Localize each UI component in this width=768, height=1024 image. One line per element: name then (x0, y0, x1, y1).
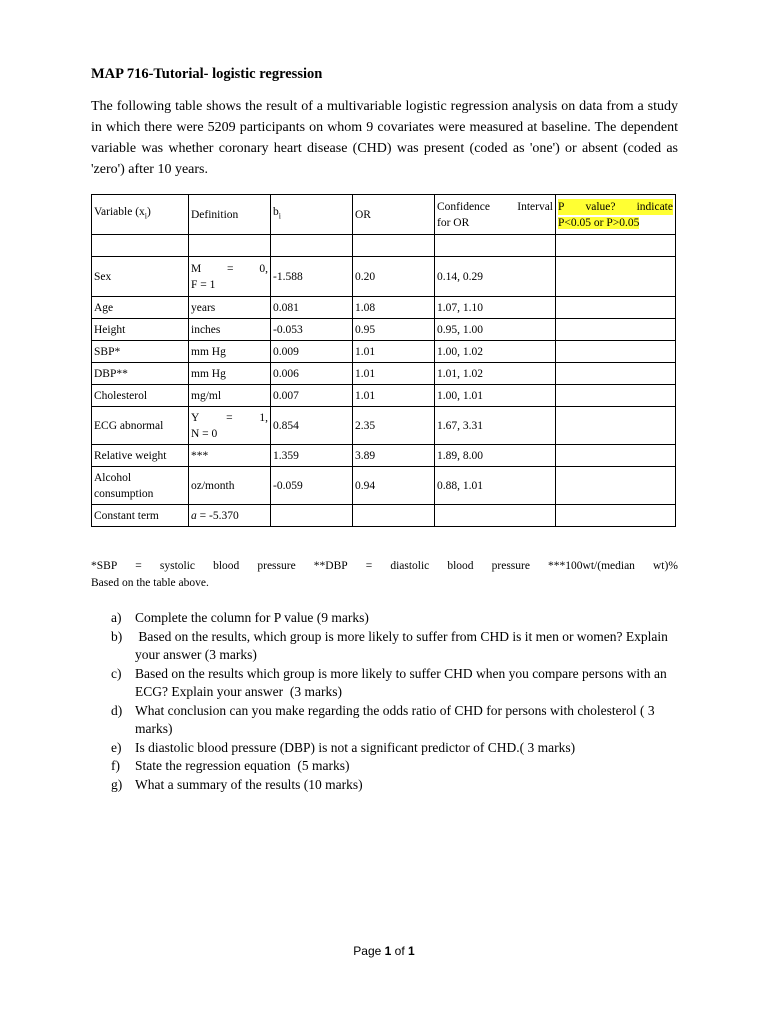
question-item: d) What conclusion can you make regarding the odds ratio of CHD for persons with cholesterol ( 3 marks) (111, 702, 655, 736)
cell-or: 2.35 (353, 407, 435, 445)
cell-p-value (556, 363, 676, 385)
table-footnote (91, 558, 678, 592)
cell-p-value (556, 319, 676, 341)
cell-or: 1.01 (353, 363, 435, 385)
page-footer: Page 1 of 1 (353, 944, 415, 958)
cell-definition: mm Hg (189, 341, 271, 363)
cell-definition: M = 0, F = 1 (189, 257, 271, 297)
header-definition: Definition (189, 195, 271, 235)
footnote-abbreviations: *SBP = systolic blood pressure **DBP = diastolic blood pressure ***100wt/(median wt)% (91, 560, 678, 572)
cell-variable: Height (92, 319, 189, 341)
cell-variable: Age (92, 297, 189, 319)
cell-p-value (556, 297, 676, 319)
table-row-sbp (92, 341, 676, 363)
cell-b: 0.009 (271, 341, 353, 363)
cell-definition: oz/month (189, 467, 271, 505)
table-cell-empty (271, 235, 353, 257)
empty-row (92, 235, 676, 257)
cell-b: 0.854 (271, 407, 353, 445)
header-p-value: P value? indicate P<0.05 or P>0.05 (556, 195, 676, 235)
header-confidence-interval: Confidence Interval for OR (435, 195, 556, 235)
cell-definition: years (189, 297, 271, 319)
table-row-ecg (92, 407, 676, 445)
table-row-cholesterol (92, 385, 676, 407)
question-item: b) Based on the results, which group is more likely to suffer from CHD is it men or women? Explain your answer (3 marks) (111, 628, 672, 662)
cell-b: 0.081 (271, 297, 353, 319)
table-row-sex (92, 257, 676, 297)
table-row-dbp (92, 363, 676, 385)
cell-p-value (556, 407, 676, 445)
cell-p-value (556, 257, 676, 297)
cell-variable: Alcohol consumption (92, 467, 189, 505)
cell-or: 1.01 (353, 341, 435, 363)
header-variable: Variable $(x_i)$ (92, 195, 189, 235)
table-header-row (92, 195, 676, 235)
regression-results-table (91, 194, 676, 527)
cell-variable: Sex (92, 257, 189, 297)
cell-b: -0.059 (271, 467, 353, 505)
cell-or: 3.89 (353, 445, 435, 467)
cell-p-value (556, 505, 676, 527)
question-item: e) Is diastolic blood pressure (DBP) is not a significant predictor of CHD.( 3 marks) (111, 739, 576, 755)
cell-variable: Constant term (92, 505, 189, 527)
cell-or: 1.08 (353, 297, 435, 319)
cell-definition: mg/ml (189, 385, 271, 407)
table-row-relative-weight (92, 445, 676, 467)
cell-variable: Cholesterol (92, 385, 189, 407)
table-row-constant (92, 505, 676, 527)
cell-or: 0.94 (353, 467, 435, 505)
table-row-age (92, 297, 676, 319)
cell-variable: SBP* (92, 341, 189, 363)
table-cell-empty (189, 235, 271, 257)
cell-b: 1.359 (271, 445, 353, 467)
cell-or: 1.01 (353, 385, 435, 407)
question-item: a) Complete the column for P value (9 marks) (111, 610, 369, 625)
cell-definition: Y = 1, N = 0 (189, 407, 271, 445)
cell-p-value (556, 467, 676, 505)
cell-definition: mm Hg (189, 363, 271, 385)
cell-b: -0.053 (271, 319, 353, 341)
table-cell-empty (556, 235, 676, 257)
cell-b: -1.588 (271, 257, 353, 297)
cell-ci: 0.14, 0.29 (435, 257, 556, 297)
cell-or: 0.95 (353, 319, 435, 341)
question-item: g) What a summary of the results (10 marks) (111, 776, 363, 792)
intro-paragraph: The following table shows the result of a multivariable logistic regression analysis on data from a study in which there were 5209 participants on whom 9 covariates were measured at baseline. The dependent variable was whether coronary heart disease (CHD) was present (coded as 'one') or absent (coded as 'zero') after 10 years. (91, 99, 678, 177)
cell-ci: 1.01, 1.02 (435, 363, 556, 385)
cell-ci: 1.00, 1.01 (435, 385, 556, 407)
table-row-alcohol (92, 467, 676, 505)
cell-definition: a = -5.370 (189, 505, 271, 527)
page-title: MAP 716-Tutorial- logistic regression (91, 66, 323, 82)
cell-p-value (556, 385, 676, 407)
table-row-height (92, 319, 676, 341)
cell-ci: 0.88, 1.01 (435, 467, 556, 505)
cell-definition: *** (189, 445, 271, 467)
footnote-line2: Based on the table above. (91, 577, 209, 589)
cell-ci: 0.95, 1.00 (435, 319, 556, 341)
cell-b: 0.006 (271, 363, 353, 385)
cell-ci: 1.07, 1.10 (435, 297, 556, 319)
header-or: OR (353, 195, 435, 235)
table-cell-empty (353, 235, 435, 257)
cell-ci: 1.89, 8.00 (435, 445, 556, 467)
cell-or: 0.20 (353, 257, 435, 297)
cell-definition: inches (189, 319, 271, 341)
table-cell-empty (92, 235, 189, 257)
cell-ci: 1.00, 1.02 (435, 341, 556, 363)
cell-ci: 1.67, 3.31 (435, 407, 556, 445)
cell-p-value (556, 341, 676, 363)
cell-variable: ECG abnormal (92, 407, 189, 445)
questions-list (111, 609, 681, 794)
cell-b: 0.007 (271, 385, 353, 407)
cell-variable: Relative weight (92, 445, 189, 467)
table-cell-empty (435, 235, 556, 257)
cell-b (271, 505, 353, 527)
cell-or (353, 505, 435, 527)
cell-variable: DBP** (92, 363, 189, 385)
header-b: $b_i$ (271, 195, 353, 235)
cell-p-value (556, 445, 676, 467)
cell-ci (435, 505, 556, 527)
question-item: f) State the regression equation (5 marks) (111, 758, 350, 773)
question-item: c) Based on the results which group is more likely to suffer CHD when you compare persons with an ECG? Explain your answer (3 marks) (111, 665, 671, 699)
